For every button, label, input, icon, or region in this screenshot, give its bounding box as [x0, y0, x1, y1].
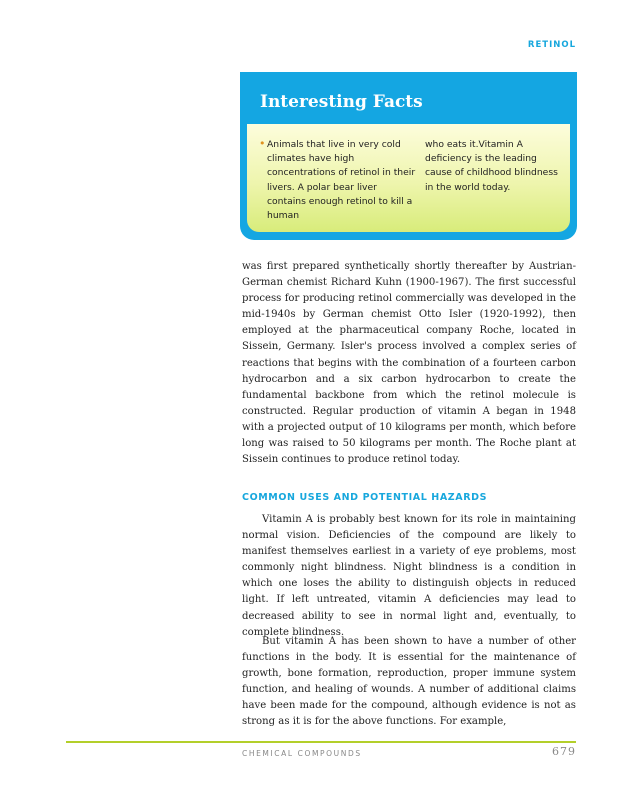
- body-paragraph-3: But vitamin A has been shown to have a number of other functions in the body. It is essential for the maintenance of growth, bone formation, reproduction, proper immune system function, and healing of wounds. A number of additional claims have been made for the compound, although evidence is not as strong as it is for the above functions. For example,: [242, 636, 576, 728]
- body-paragraph-1: was first prepared synthetically shortly thereafter by Austrian-German chemist Richard Kuhn (1900-1967). The first successful process for producing retinol commercially was developed in the mid-1940s by German chemist Otto Isler (1920-1992), then employed at the pharmaceutical company Roche, located in Sissein, Germany. Isler's process involved a complex series of reactions that begins with the combination of a fourteen carbon hydrocarbon and a six carbon hydrocarbon to create the fundamental backbone from which the retinol molecule is constructed. Regular production of vitamin A began in 1948 with a projected output of 10 kilograms per month, which before long was raised to 50 kilograms per month. The Roche plant at Sissein continues to produce retinol today.: [242, 261, 576, 466]
- page-number: 679: [552, 745, 576, 758]
- body-paragraph-2: Vitamin A is probably best known for its role in maintaining normal vision. Deficiencies of the compound are likely to manifest themselves earliest in a variety of eye problems, most commonly night blindness. Night blindness is a condition in which one loses the ability to distinguish objects in reduced light. If left untreated, vitamin A deficiencies may lead to decreased ability to see in normal light and, eventually, to complete blindness.: [242, 514, 576, 638]
- footer-divider: [66, 741, 576, 743]
- facts-column-right: [425, 138, 565, 195]
- running-head: RETINOL: [527, 40, 576, 50]
- interesting-facts-box: [240, 72, 577, 240]
- facts-content-panel: [247, 124, 570, 232]
- facts-title: Interesting Facts: [260, 92, 423, 112]
- facts-column-left: [259, 137, 417, 223]
- facts-text-left: Animals that live in very cold climates have high concentrations of retinol in their livers. A polar bear liver contains enough retinol to kill a human: [267, 139, 416, 222]
- facts-text-right: who eats it.Vitamin A deficiency is the leading cause of childhood blindness in the world today.: [425, 139, 558, 193]
- bullet-icon: •: [259, 137, 266, 150]
- footer-book-title: CHEMICAL COMPOUNDS: [242, 749, 362, 758]
- section-heading: COMMON USES AND POTENTIAL HAZARDS: [242, 492, 488, 503]
